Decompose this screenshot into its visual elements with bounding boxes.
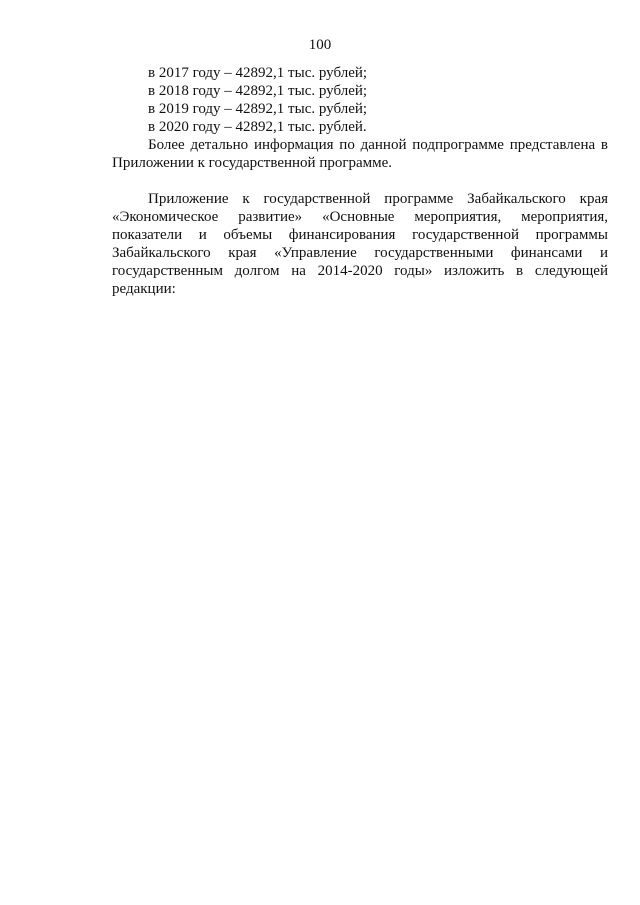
funding-line-2018: в 2018 году – 42892,1 тыс. рублей;: [148, 83, 368, 99]
appendix-paragraph-line-4: Забайкальского края «Управление государственными финансами и: [112, 245, 608, 261]
appendix-paragraph-line-2: «Экономическое развитие» «Основные мероприятия, мероприятия,: [112, 209, 608, 225]
appendix-paragraph-line-5: государственным долгом на 2014-2020 годы» изложить в следующей: [112, 263, 608, 279]
details-paragraph-line-2: Приложении к государственной программе.: [112, 155, 393, 171]
details-paragraph-line-1: Более детально информация по данной подпрограмме представлена в: [148, 137, 608, 153]
funding-line-2017: в 2017 году – 42892,1 тыс. рублей;: [148, 65, 368, 81]
funding-line-2020: в 2020 году – 42892,1 тыс. рублей.: [148, 119, 367, 135]
funding-line-2019: в 2019 году – 42892,1 тыс. рублей;: [148, 101, 368, 117]
appendix-paragraph-line-3: показатели и объемы финансирования государственной программы: [112, 227, 608, 243]
page-number: 100: [308, 37, 332, 53]
appendix-paragraph-line-1: Приложение к государственной программе Забайкальского края: [148, 191, 608, 207]
appendix-paragraph-line-6: редакции:: [112, 281, 176, 297]
